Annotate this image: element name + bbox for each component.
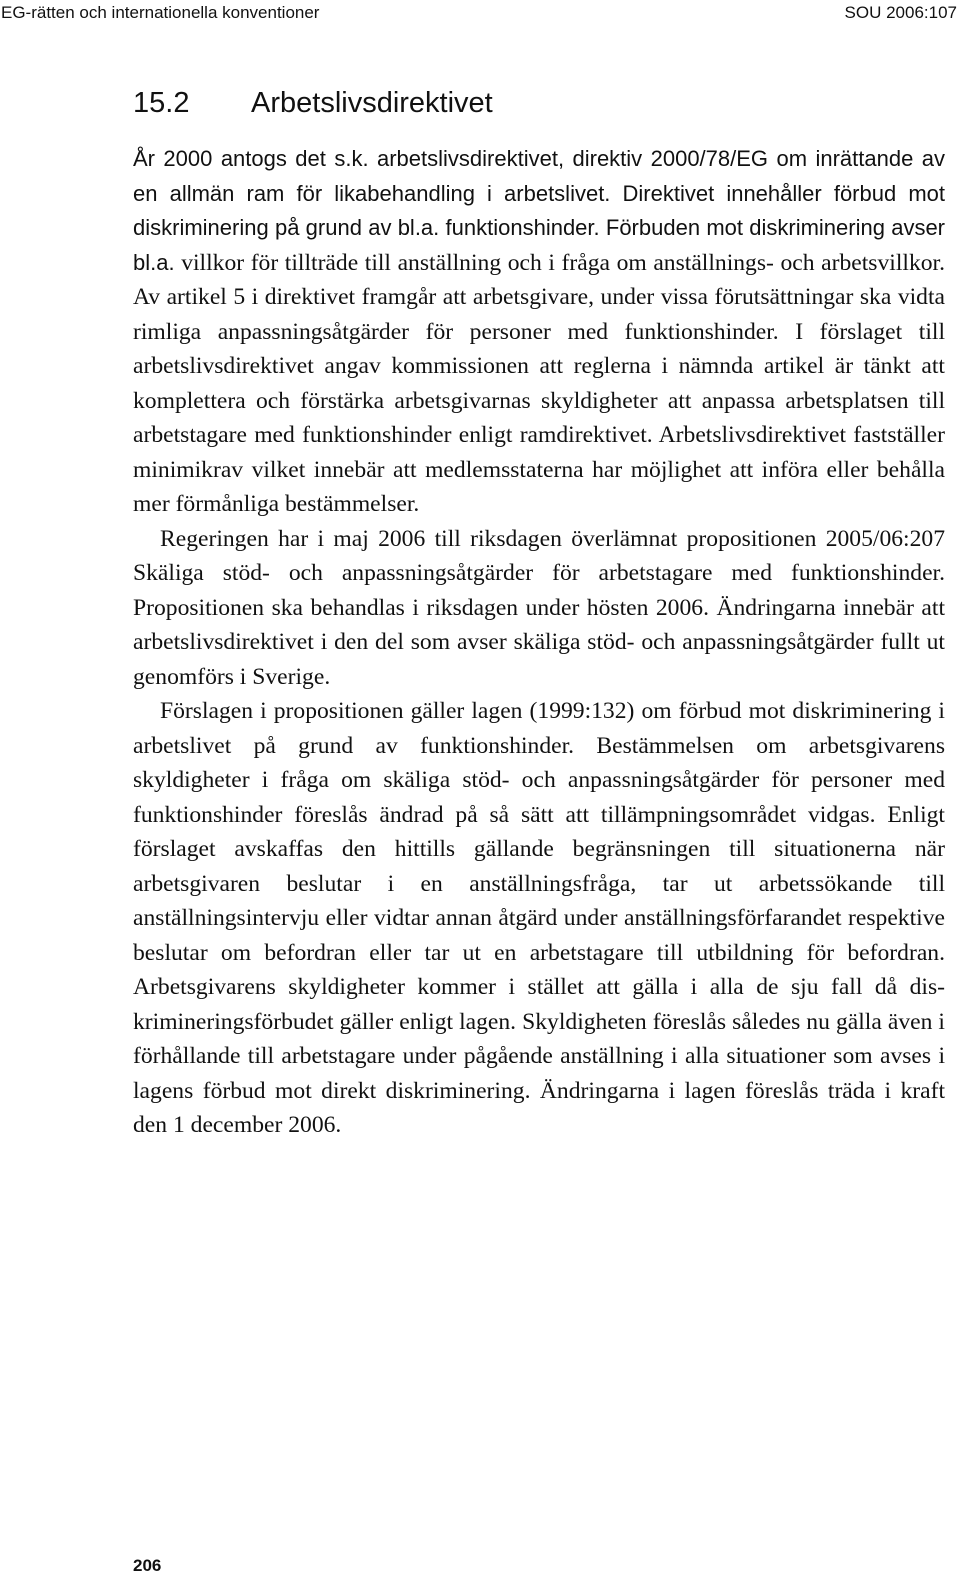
section-title: Arbetslivsdirektivet [251,87,493,119]
paragraph-3: Förslagen i propositionen gäller lagen (1999:132) om förbud mot diskriminering i arbetslivet på grund av funktionshinder. Bestämmelsen om arbetsgivarens skyldigheter i fråga om skäliga stöd- och anpassningsåtgärder för personer med funktionshinder föreslås ändrad på så sätt att tillämpningsområdet vidgas. Enligt förslaget avskaffas den hittills gällande begränsningen till situationerna när arbetsgivaren beslutar i en anställningsfråga, tar ut arbetssökande till anställningsintervju eller vidtar annan åtgärd under anställningsförfarandet respektive beslutar om befordran eller tar ut en arbetstagare till utbildning för befordran. Arbetsgivarens skyldigheter kommer i stället att gälla i alla de sju fall då diskrimineringsförbudet gäller enligt lagen. Skyldigheten föreslås således nu gälla även i förhållande till arbetstagare under pågående anställning i alla situationer som avses i lagens förbud mot direkt diskriminering. Ändringarna i lagen föreslås träda i kraft den 1 december 2006. [133,698,945,1138]
section-number: 15.2 [133,87,190,119]
running-header [0,0,960,26]
paragraph-2: Regeringen har i maj 2006 till riksdagen överlämnat propositionen 2005/06:207 Skäliga stöd- och anpassningsåtgärder för arbetstagare med funktionshinder. Propositionen ska behandlas i riksdagen under hösten 2006. Ändringarna innebär att arbetslivsdirektivet i den del som avser skäliga stöd- och anpassningsåtgärder fullt ut genomförs i Sverige. [133,525,945,690]
body-text [133,142,945,1143]
paragraph-1 [133,142,945,522]
section-heading [133,84,493,122]
running-header-document-id: SOU 2006:107 [844,3,957,22]
running-header-title: EG-rätten och internationella konventioner [1,3,320,22]
paragraph-1-intro: År 2000 antogs det s.k. arbetslivsdirektivet, direktiv 2000/78/EG om inrättande av en allmän ram för likabehandling i arbetslivet. Direktivet innehåller förbud mot diskriminering på grund av bl.a. funktionshinder. Förbuden mot diskriminering avser bl.a. [133,146,945,275]
paragraph-1-body: villkor för tillträde till anställning och i fråga om anställnings- och arbetsvillkor. Av artikel 5 i direktivet framgår att arbetsgivare, under vissa förutsättningar ska vidta rimliga anpassningsåtgärder för personer med funktionshinder. I förslaget till arbetslivsdirektivet angav kommissionen att reglerna i nämnda artikel är tänkt att komplettera och förstärka arbetsgivarnas skyldigheter att anpassa arbetsplatsen till arbetstagare med funktionshinder enligt ramdirektivet. Arbetslivsdirektivet fastställer minimikrav vilket innebär att medlemsstaterna har möjlighet att införa eller behålla mer förmånliga bestämmelser. [133,249,945,517]
page-number: 206 [133,1556,162,1575]
